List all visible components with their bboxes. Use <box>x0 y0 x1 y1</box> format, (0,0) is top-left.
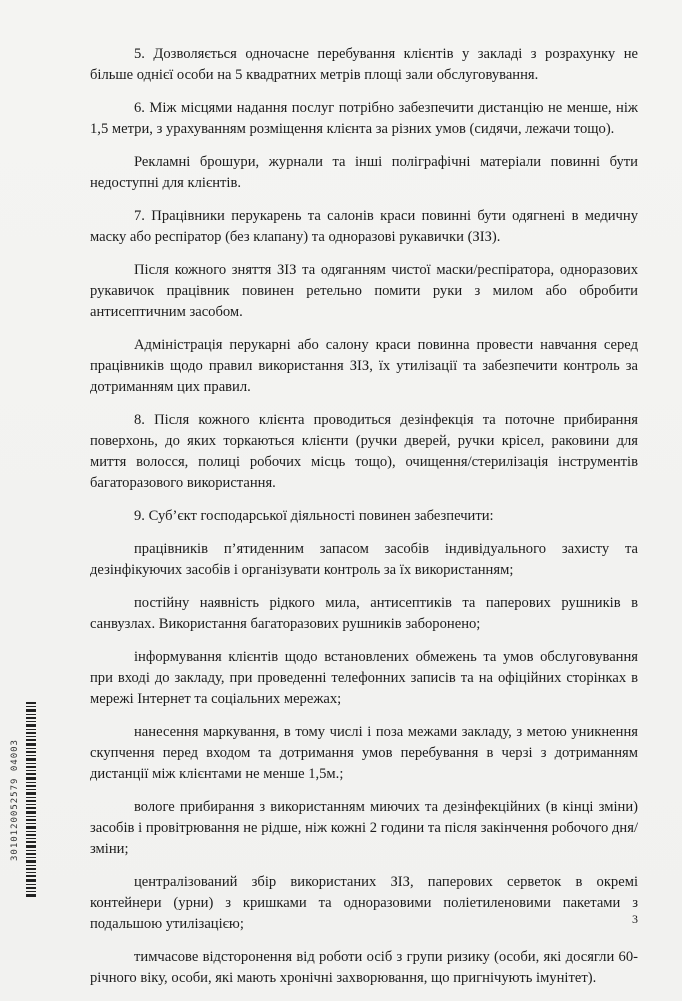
page-number: 3 <box>632 912 638 926</box>
paragraph-6: 6. Між місцями надання послуг потрібно забезпечити дистанцію не менше, ніж 1,5 метри, з урахуванням розміщення клієнта за різних умов (сидячи, лежачи тощо). <box>90 100 638 137</box>
paragraph-9: 9. Суб’єкт господарської діяльності повинен забезпечити: <box>134 508 494 524</box>
list-item-workers-ppe: працівників п’ятиденним запасом засобів індивідуального захисту та дезінфікуючих засобів і організувати контроль за їх використанням; <box>90 541 638 578</box>
list-item-risk-group: тимчасове відсторонення від роботи осіб з групи ризику (особи, які досягли 60-річного віку, особи, які мають хронічні захворювання, що пригнічують імунітет). <box>90 949 638 986</box>
barcode-number: 3010120052579 04003 <box>10 739 20 861</box>
paragraph-brochures: Рекламні брошури, журнали та інші поліграфічні матеріали повинні бути недоступні для клієнтів. <box>90 154 638 191</box>
paragraph-ppe-removal: Після кожного зняття ЗІЗ та одяганням чистої маски/респіратора, одноразових рукавичок працівник повинен ретельно помити руки з милом або обробити антисептичним засобом. <box>90 262 638 320</box>
list-item-cleaning: вологе прибирання з використанням миючих та дезінфекційних (в кінці зміни) засобів і провітрювання не рідше, ніж кожні 2 години та після закінчення робочого дня/зміни; <box>90 799 638 857</box>
list-item-marking: нанесення маркування, в тому числі і поза межами закладу, з метою уникнення скупчення перед входом та дотримання умов перебування в черзі з дотриманням дистанції між клієнтами не менше 1,5м.; <box>90 724 638 782</box>
paragraph-administration: Адміністрація перукарні або салону краси повинна провести навчання серед працівників щодо правил використання ЗІЗ, їх утилізації та забезпечити контроль за дотриманням цих правил. <box>90 337 638 395</box>
list-item-soap: постійну наявність рідкого мила, антисептиків та паперових рушників в санвузлах. Використання багаторазових рушників заборонено; <box>90 595 638 632</box>
paragraph-8: 8. Після кожного клієнта проводиться дезінфекція та поточне прибирання поверхонь, до яких торкаються клієнти (ручки дверей, ручки крісел, раковини для миття волосся, полиці робочих місць тощо), очищення/стерилізація інструментів багаторазового використання. <box>90 412 638 491</box>
list-item-informing: інформування клієнтів щодо встановлених обмежень та умов обслуговування при вході до закладу, при проведенні телефонних записів та на офіційних сторінках в мережі Інтернет та соціальних мережах; <box>90 649 638 707</box>
paragraph-5: 5. Дозволяється одночасне перебування клієнтів у закладі з розрахунку не більше однієї особи на 5 квадратних метрів площі зали обслуговування. <box>90 46 638 83</box>
paragraph-7: 7. Працівники перукарень та салонів краси повинні бути одягнені в медичну маску або респіратор (без клапану) та одноразові рукавички (ЗІЗ). <box>90 208 638 245</box>
list-item-waste: централізований збір використаних ЗІЗ, паперових серветок в окремі контейнери (урни) з кришками та одноразовими поліетиленовими пакетами з подальшою утилізацією; <box>90 874 638 932</box>
document-body <box>90 44 638 1001</box>
